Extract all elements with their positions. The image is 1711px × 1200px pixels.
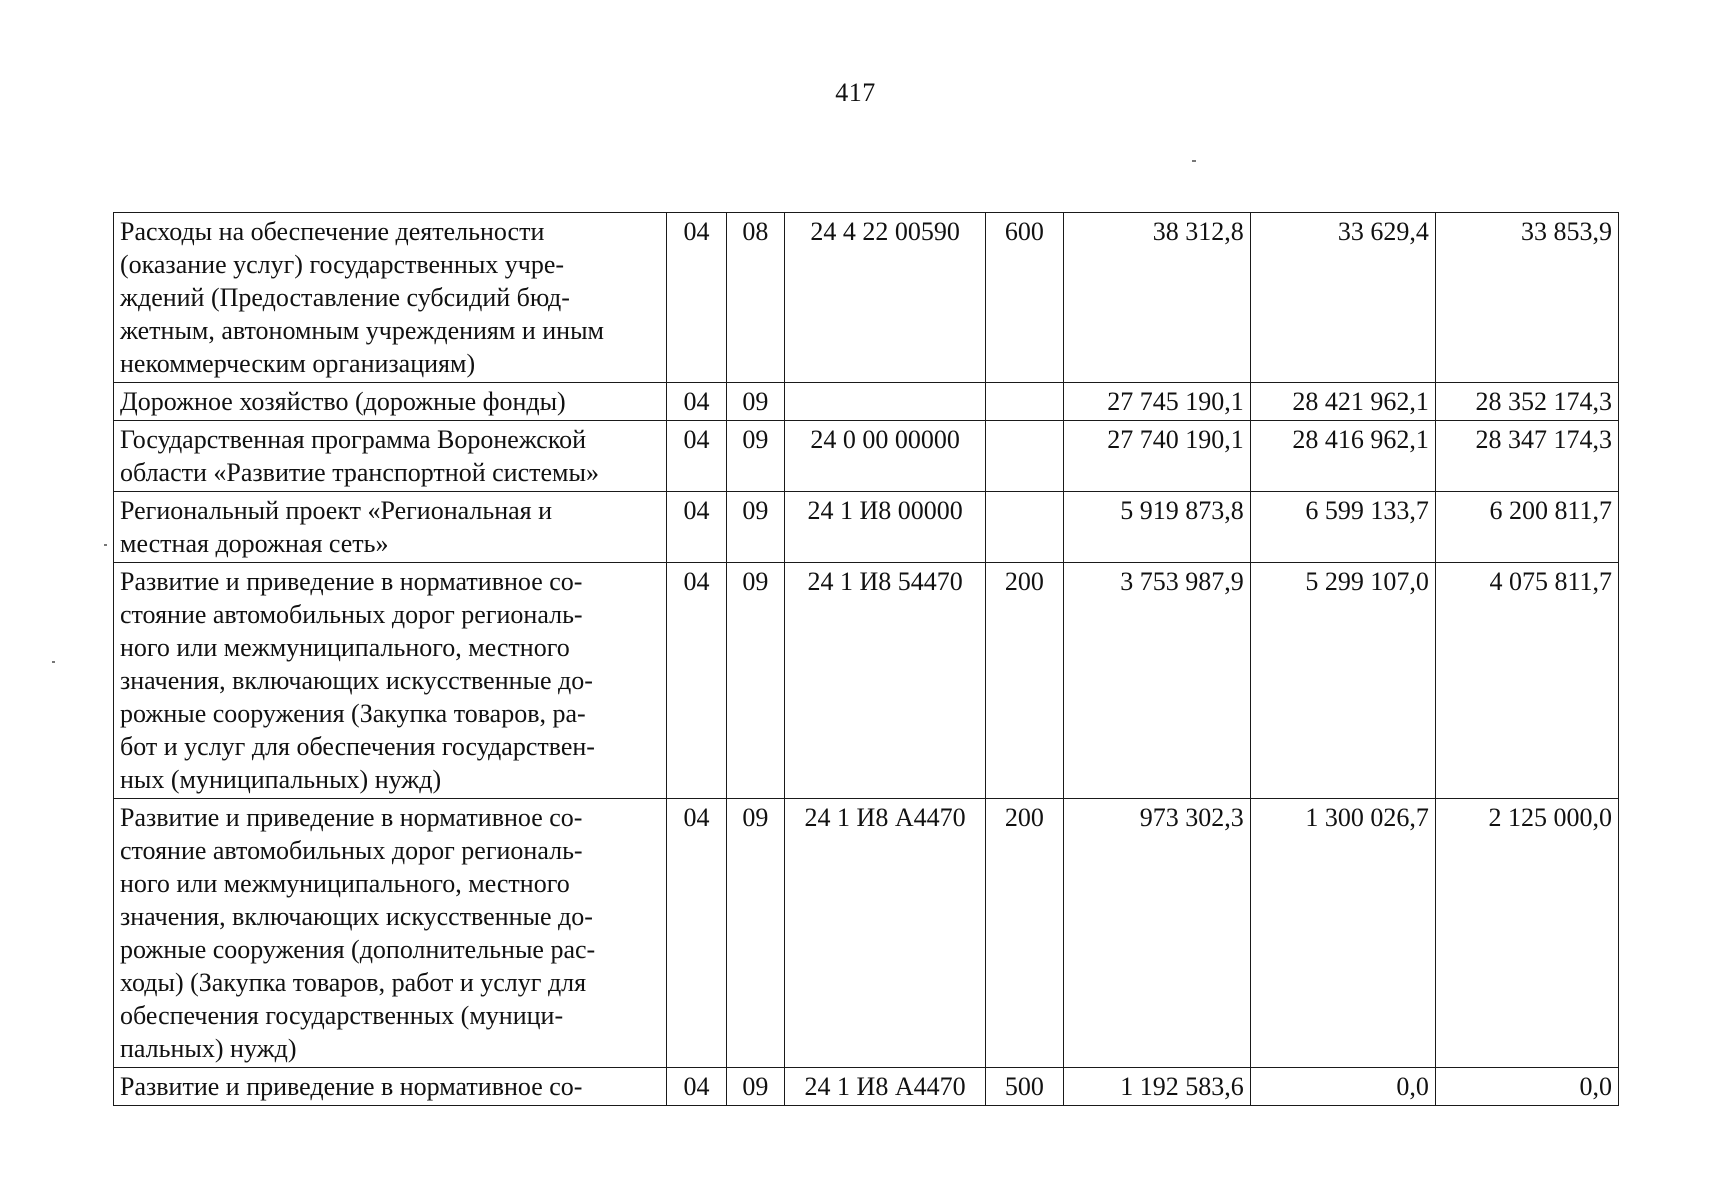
row-description bbox=[114, 383, 667, 421]
description-line: ного или межмуниципального, местного bbox=[120, 869, 570, 898]
expense-type-code: 600 bbox=[986, 213, 1063, 383]
subsection-code: 09 bbox=[726, 799, 784, 1068]
amount-year-1: 973 302,3 bbox=[1063, 799, 1250, 1068]
description-line: ного или межмуниципального, местного bbox=[120, 633, 570, 662]
subsection-code: 09 bbox=[726, 492, 784, 563]
subsection-code: 08 bbox=[726, 213, 784, 383]
description-line: значения, включающих искусственные до- bbox=[120, 666, 593, 695]
subsection-code: 09 bbox=[726, 1068, 784, 1106]
target-article-code: 24 1 И8 54470 bbox=[784, 563, 985, 799]
description-line: обеспечения государственных (муници- bbox=[120, 1001, 564, 1030]
amount-year-1: 27 745 190,1 bbox=[1063, 383, 1250, 421]
description-line: ходы) (Закупка товаров, работ и услуг для bbox=[120, 968, 587, 997]
target-article-code: 24 1 И8 А4470 bbox=[784, 799, 985, 1068]
table-row bbox=[114, 1068, 1619, 1106]
section-code: 04 bbox=[667, 383, 726, 421]
description-line: рожные сооружения (Закупка товаров, ра- bbox=[120, 699, 586, 728]
table-row bbox=[114, 421, 1619, 492]
scan-speck bbox=[1192, 160, 1196, 162]
section-code: 04 bbox=[667, 799, 726, 1068]
amount-year-3: 2 125 000,0 bbox=[1435, 799, 1618, 1068]
row-description bbox=[114, 799, 667, 1068]
description-line: местная дорожная сеть» bbox=[120, 529, 389, 558]
row-description bbox=[114, 563, 667, 799]
amount-year-3: 33 853,9 bbox=[1435, 213, 1618, 383]
expense-type-code bbox=[986, 383, 1063, 421]
subsection-code: 09 bbox=[726, 421, 784, 492]
amount-year-3: 28 352 174,3 bbox=[1435, 383, 1618, 421]
scan-speck bbox=[52, 661, 55, 663]
description-line: (оказание услуг) государственных учре- bbox=[120, 250, 565, 279]
description-line: стояние автомобильных дорог региональ- bbox=[120, 600, 583, 629]
description-line: Расходы на обеспечение деятельности bbox=[120, 217, 545, 246]
description-line: Дорожное хозяйство (дорожные фонды) bbox=[120, 387, 566, 416]
expense-type-code: 200 bbox=[986, 563, 1063, 799]
expense-type-code bbox=[986, 421, 1063, 492]
amount-year-1: 27 740 190,1 bbox=[1063, 421, 1250, 492]
target-article-code: 24 1 И8 00000 bbox=[784, 492, 985, 563]
target-article-code: 24 1 И8 А4470 bbox=[784, 1068, 985, 1106]
amount-year-1: 38 312,8 bbox=[1063, 213, 1250, 383]
expense-type-code: 200 bbox=[986, 799, 1063, 1068]
description-line: некоммерческим организациям) bbox=[120, 349, 476, 378]
table-row bbox=[114, 213, 1619, 383]
description-line: стояние автомобильных дорог региональ- bbox=[120, 836, 583, 865]
description-line: области «Развитие транспортной системы» bbox=[120, 458, 599, 487]
subsection-code: 09 bbox=[726, 383, 784, 421]
section-code: 04 bbox=[667, 1068, 726, 1106]
amount-year-3: 28 347 174,3 bbox=[1435, 421, 1618, 492]
section-code: 04 bbox=[667, 492, 726, 563]
scan-speck bbox=[104, 544, 107, 546]
amount-year-2: 28 421 962,1 bbox=[1250, 383, 1435, 421]
description-line: рожные сооружения (дополнительные рас- bbox=[120, 935, 596, 964]
amount-year-2: 33 629,4 bbox=[1250, 213, 1435, 383]
amount-year-1: 3 753 987,9 bbox=[1063, 563, 1250, 799]
row-description bbox=[114, 421, 667, 492]
description-line: Региональный проект «Региональная и bbox=[120, 496, 553, 525]
description-line: бот и услуг для обеспечения государствен- bbox=[120, 732, 595, 761]
target-article-code: 24 0 00 00000 bbox=[784, 421, 985, 492]
amount-year-1: 5 919 873,8 bbox=[1063, 492, 1250, 563]
amount-year-3: 0,0 bbox=[1435, 1068, 1618, 1106]
table-row bbox=[114, 383, 1619, 421]
expense-type-code: 500 bbox=[986, 1068, 1063, 1106]
expense-type-code bbox=[986, 492, 1063, 563]
row-description bbox=[114, 1068, 667, 1106]
section-code: 04 bbox=[667, 421, 726, 492]
table-body bbox=[114, 213, 1619, 1106]
description-line: Развитие и приведение в нормативное со- bbox=[120, 1072, 583, 1101]
section-code: 04 bbox=[667, 213, 726, 383]
description-line: ждений (Предоставление субсидий бюд- bbox=[120, 283, 570, 312]
table-row bbox=[114, 563, 1619, 799]
page-number: 417 bbox=[835, 78, 876, 107]
amount-year-2: 5 299 107,0 bbox=[1250, 563, 1435, 799]
description-line: Государственная программа Воронежской bbox=[120, 425, 587, 454]
description-line: жетным, автономным учреждениям и иным bbox=[120, 316, 605, 345]
amount-year-3: 6 200 811,7 bbox=[1435, 492, 1618, 563]
amount-year-2: 28 416 962,1 bbox=[1250, 421, 1435, 492]
description-line: Развитие и приведение в нормативное со- bbox=[120, 567, 583, 596]
subsection-code: 09 bbox=[726, 563, 784, 799]
amount-year-1: 1 192 583,6 bbox=[1063, 1068, 1250, 1106]
table-row bbox=[114, 799, 1619, 1068]
description-line: ных (муниципальных) нужд) bbox=[120, 765, 442, 794]
amount-year-3: 4 075 811,7 bbox=[1435, 563, 1618, 799]
amount-year-2: 1 300 026,7 bbox=[1250, 799, 1435, 1068]
target-article-code: 24 4 22 00590 bbox=[784, 213, 985, 383]
table-row bbox=[114, 492, 1619, 563]
target-article-code bbox=[784, 383, 985, 421]
row-description bbox=[114, 492, 667, 563]
description-line: Развитие и приведение в нормативное со- bbox=[120, 803, 583, 832]
budget-table bbox=[113, 212, 1619, 1106]
amount-year-2: 6 599 133,7 bbox=[1250, 492, 1435, 563]
section-code: 04 bbox=[667, 563, 726, 799]
row-description bbox=[114, 213, 667, 383]
amount-year-2: 0,0 bbox=[1250, 1068, 1435, 1106]
description-line: значения, включающих искусственные до- bbox=[120, 902, 593, 931]
description-line: пальных) нужд) bbox=[120, 1034, 297, 1063]
